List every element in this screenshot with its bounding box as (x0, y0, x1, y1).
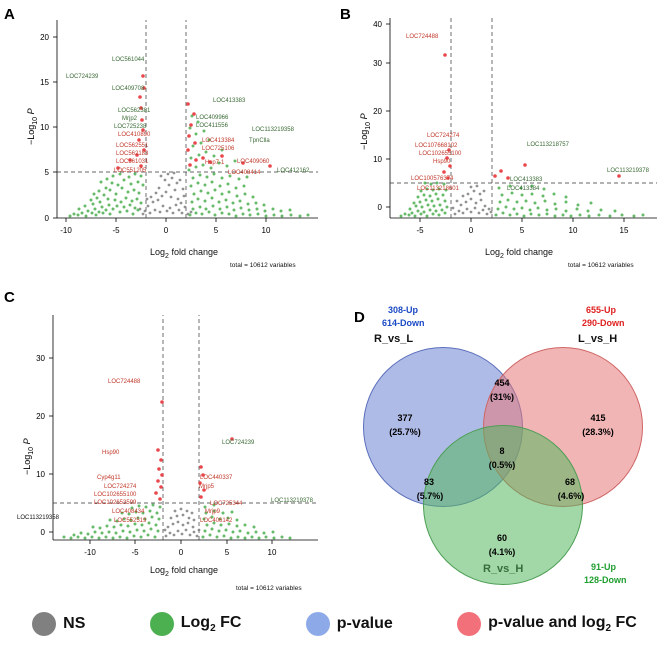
gene-label: LOC408434 (112, 509, 145, 515)
legend-label-pvalue-log2fc: p-value and $\log_2$ FC (488, 613, 637, 635)
panel-c-letter: C (4, 289, 15, 306)
gene-label: LOC113218601 (417, 186, 459, 192)
venn-region-only-left-count: 377 (397, 413, 413, 423)
svg-text:10: 10 (261, 226, 271, 235)
panel-c-total: total = 10612 variables (236, 585, 302, 592)
gene-label: LOC411556 (196, 123, 228, 129)
svg-text:0: 0 (377, 203, 382, 212)
gene-label: Mrjp9 (205, 509, 221, 515)
gene-label: LOC724274 (104, 484, 137, 490)
gene-label: LOC561031 (116, 159, 149, 165)
svg-text:20: 20 (36, 412, 45, 421)
gene-label: LOC113219378 (607, 168, 649, 174)
gene-label: LOC724239 (66, 74, 99, 80)
venn-diagram-panel-d (338, 285, 669, 600)
svg-text:0: 0 (178, 548, 184, 557)
panel-b-canvas (335, 0, 669, 245)
panel-a-ylabel: −Log$_{10}$ P (26, 108, 39, 145)
venn-region-left-right-count: 454 (494, 378, 510, 388)
panel-b-letter: B (340, 6, 351, 23)
gene-label: LOC561044 (112, 57, 145, 63)
gene-label: Cyp4g11 (97, 475, 121, 481)
panel-c-ylabel: −Log$_{10}$ P (22, 438, 35, 475)
gene-label: LOC725344 (210, 501, 243, 507)
venn-region-only-bottom-pct: (4.1%) (488, 547, 516, 557)
gene-label: LOC412162 (277, 168, 310, 174)
svg-text:10: 10 (267, 548, 277, 557)
venn-region-only-left-pct: (25.7%) (389, 427, 421, 437)
gene-label: LOC408414 (228, 170, 261, 176)
svg-text:15: 15 (619, 226, 629, 235)
gene-label: LOC413383 (213, 98, 246, 104)
legend-dot-grey (32, 612, 56, 636)
legend-item-ns (32, 612, 85, 636)
panel-a-total: total = 10612 variables (230, 262, 296, 269)
gene-label: LOC725106 (202, 146, 235, 152)
svg-text:40: 40 (373, 20, 382, 29)
svg-text:5: 5 (224, 548, 230, 557)
gene-label: LOC551205 (114, 168, 147, 174)
volcano-plot-panel-b (335, 0, 669, 270)
gene-label: LOC113219358 (252, 127, 294, 133)
gene-label: LOC107668102 (415, 143, 458, 149)
gene-label: LOC409966 (196, 115, 229, 121)
svg-text:-10: -10 (84, 548, 96, 557)
legend-item-pvalue (306, 612, 393, 636)
panel-b-ylabel: −Log$_{10}$ P (359, 113, 372, 150)
panel-c-canvas (0, 285, 330, 563)
legend-dot-blue (306, 612, 330, 636)
legend-label-ns: NS (63, 615, 86, 632)
gene-label: LOC440337 (200, 475, 233, 481)
svg-text:10: 10 (40, 123, 49, 132)
svg-text:5: 5 (213, 226, 219, 235)
svg-text:0: 0 (44, 214, 49, 223)
svg-text:-10: -10 (60, 226, 72, 235)
gene-label: LOC562381 (118, 108, 151, 114)
plot-legend (0, 600, 669, 648)
venn-region-right-bottom-count: 68 (564, 477, 575, 487)
gene-label: LOC413384 (202, 138, 235, 144)
svg-text:5: 5 (519, 226, 525, 235)
rvsh-down-count: 128-Down (584, 575, 627, 585)
legend-dot-red (457, 612, 481, 636)
venn-region-right-bottom-pct: (4.6%) (557, 491, 585, 501)
svg-text:20: 20 (40, 33, 49, 42)
gene-label: Hsp90 (433, 159, 451, 165)
lvsh-down-count: 290-Down (582, 318, 625, 328)
svg-text:0: 0 (468, 226, 474, 235)
gene-label: LOC724239 (222, 440, 255, 446)
gene-label: Mrjp2 (122, 116, 138, 122)
venn-region-left-bottom-count: 83 (423, 477, 434, 487)
legend-dot-green (150, 612, 174, 636)
svg-text:10: 10 (568, 226, 578, 235)
gene-label: LOC100576374 (411, 176, 454, 182)
gene-label: LOC113219358 (17, 515, 59, 521)
svg-text:10: 10 (36, 470, 45, 479)
gene-label: LOC406142 (200, 518, 233, 524)
svg-text:-5: -5 (131, 548, 139, 557)
gene-label: Mrjp5 (199, 484, 215, 490)
gene-label: LOC724488 (406, 34, 439, 40)
gene-label: LOC413384 (507, 186, 540, 192)
rvsl-set-label: R_vs_L (374, 333, 414, 345)
svg-text:15: 15 (40, 78, 49, 87)
panel-a-canvas (0, 0, 330, 245)
venn-region-only-right-count: 415 (590, 413, 606, 423)
svg-text:0: 0 (163, 226, 169, 235)
gene-label: LOC724274 (427, 133, 460, 139)
gene-label: TpnClla (249, 138, 270, 144)
gene-label: LOC724488 (108, 379, 141, 385)
legend-item-log2fc (150, 612, 242, 636)
svg-text:20: 20 (373, 107, 382, 116)
panel-b-total: total = 10612 variables (568, 262, 634, 269)
svg-text:30: 30 (36, 354, 45, 363)
gene-label: LOC113218757 (527, 142, 569, 148)
gene-label: LOC102655100 (419, 151, 462, 157)
lvsh-set-label: L_vs_H (578, 333, 618, 345)
panel-d-letter: D (354, 309, 365, 326)
lvsh-up-count: 655-Up (586, 305, 617, 315)
gene-label: Hsp7-1 (205, 160, 225, 166)
gene-label: LOC562183 (116, 151, 149, 157)
venn-region-center-pct: (0.5%) (488, 460, 516, 470)
gene-label: LOC409060 (237, 159, 270, 165)
svg-text:30: 30 (373, 59, 382, 68)
svg-text:-5: -5 (112, 226, 120, 235)
gene-label: LOC102653599 (94, 500, 137, 506)
rvsh-up-count: 91-Up (591, 562, 617, 572)
panel-c-xlabel: Log$_2$ fold change (150, 565, 218, 578)
venn-region-only-bottom-count: 60 (496, 533, 507, 543)
gene-label: LOC725238 (114, 124, 147, 130)
svg-text:5: 5 (44, 168, 49, 177)
venn-region-left-right-pct: (31%) (489, 392, 514, 402)
gene-label: Hsp90 (102, 450, 120, 456)
venn-region-center-count: 8 (499, 446, 505, 456)
gene-label: LOC552519 (114, 518, 147, 524)
venn-region-left-bottom-pct: (5.7%) (416, 491, 444, 501)
gene-label: LOC409708 (112, 86, 145, 92)
svg-text:0: 0 (40, 528, 45, 537)
panel-a-letter: A (4, 6, 15, 23)
panel-b-xlabel: Log$_2$ fold change (485, 247, 553, 260)
legend-label-log2fc: Log$_2$ FC (180, 613, 242, 635)
legend-label-pvalue: p-value (336, 615, 393, 632)
gene-label: LOC413383 (510, 177, 543, 183)
gene-label: LOC562551 (116, 143, 149, 149)
venn-region-only-right-pct: (28.3%) (582, 427, 614, 437)
gene-label: LOC410890 (118, 132, 151, 138)
volcano-plot-panel-c (0, 285, 330, 600)
rvsl-up-count: 308-Up (388, 305, 419, 315)
svg-text:-5: -5 (416, 226, 424, 235)
gene-label: LOC113219378 (271, 498, 313, 504)
legend-item-pvalue-log2fc (457, 612, 637, 636)
panel-a-xlabel: Log$_2$ fold change (150, 247, 218, 260)
volcano-plot-panel-a (0, 0, 330, 270)
svg-text:10: 10 (373, 155, 382, 164)
gene-label: LOC102655100 (94, 492, 137, 498)
rvsl-down-count: 614-Down (382, 318, 425, 328)
